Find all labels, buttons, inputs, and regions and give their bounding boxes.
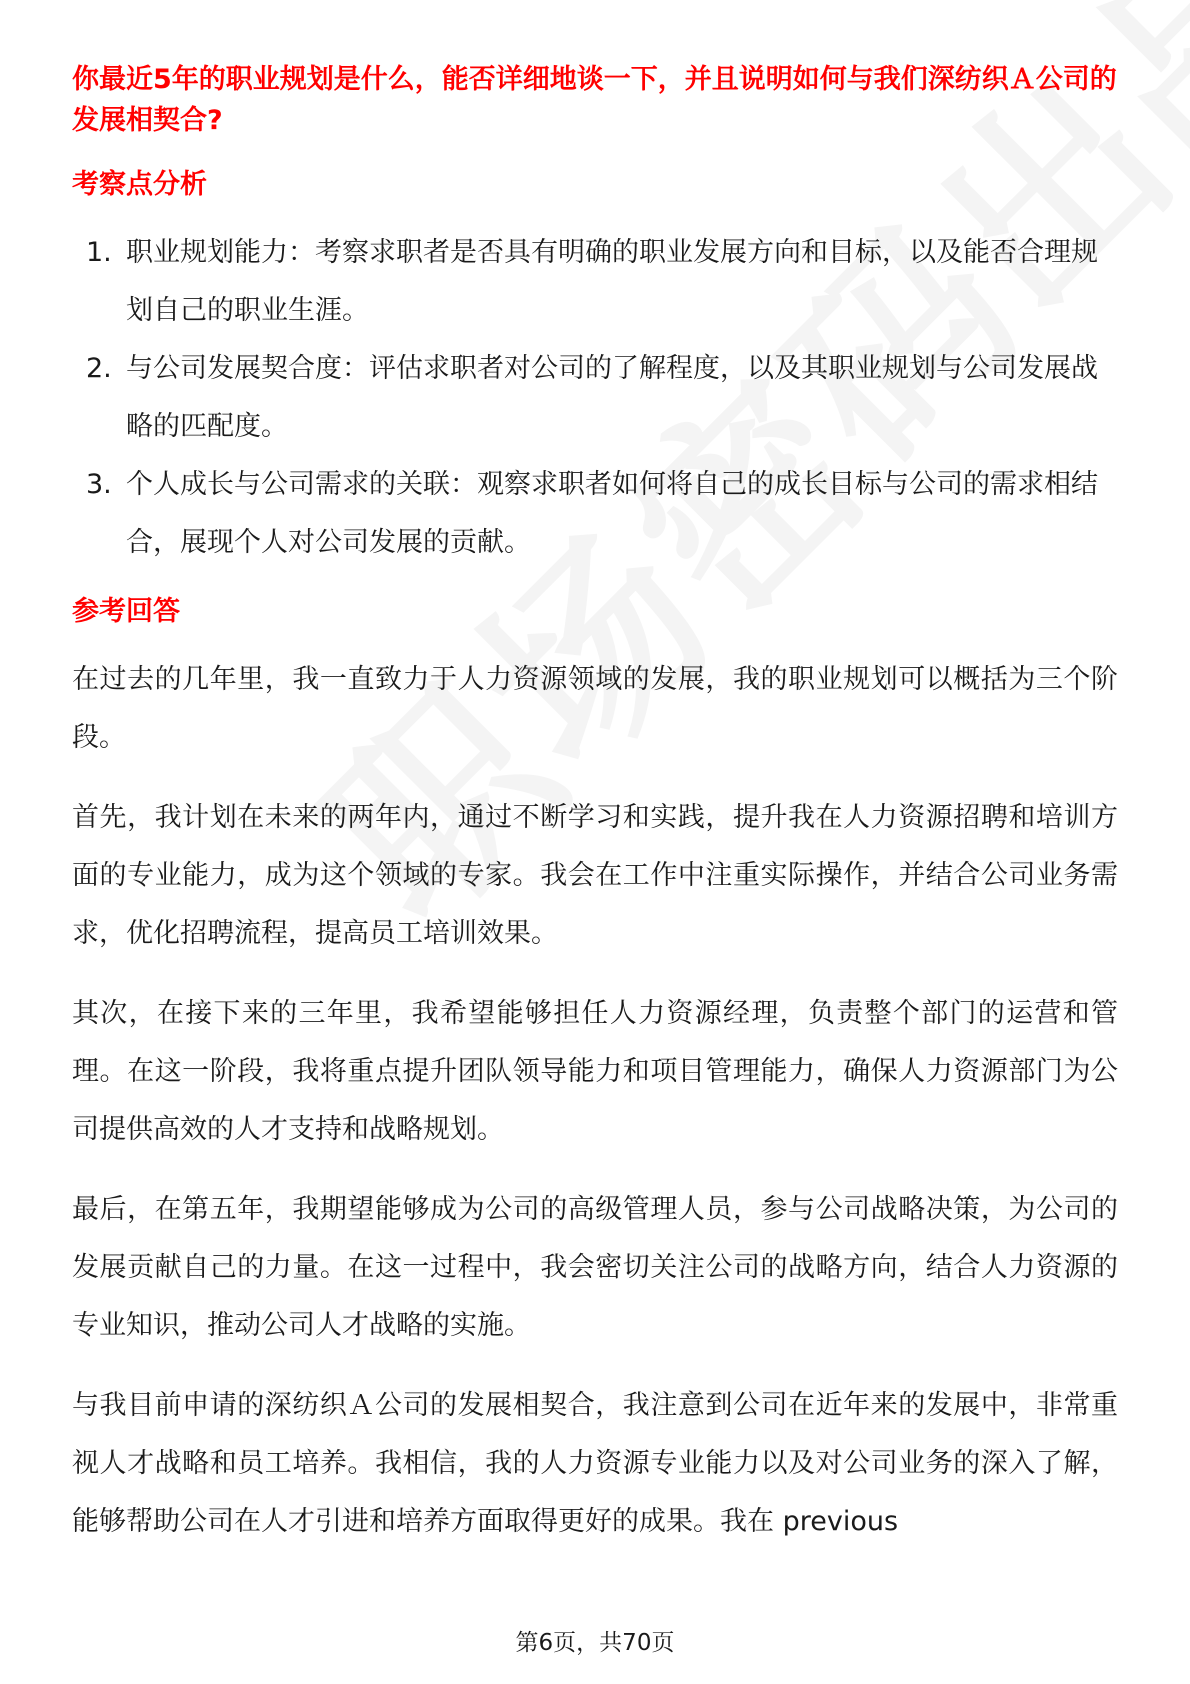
analysis-item <box>72 340 1118 456</box>
answer-paragraph: 在过去的几年里，我一直致力于人力资源领域的发展，我的职业规划可以概括为三个阶段。 <box>72 664 1118 754</box>
answer-heading: 参考回答 <box>72 596 180 628</box>
analysis-item <box>72 224 1118 340</box>
answer-paragraph: 与我目前申请的深纺织Ａ公司的发展相契合，我注意到公司在近年来的发展中，非常重视人才战略和员工培养。我相信，我的人力资源专业能力以及对公司业务的深入了解，能够帮助公司在人才引进和培养方面取得更好的成果。我在 previous <box>72 1390 1118 1538</box>
analysis-item-text: 与公司发展契合度：评估求职者对公司的了解程度，以及其职业规划与公司发展战略的匹配度。 <box>126 353 1098 443</box>
list-number: 1. <box>86 237 112 269</box>
question-title: 你最近5年的职业规划是什么，能否详细地谈一下，并且说明如何与我们深纺织Ａ公司的发展相契合? <box>72 64 1117 136</box>
page-number-footer: 第6页，共70页 <box>515 1630 675 1656</box>
analysis-list <box>72 224 1118 572</box>
list-number: 2. <box>86 353 112 385</box>
answer-paragraph: 其次，在接下来的三年里，我希望能够担任人力资源经理，负责整个部门的运营和管理。在这一阶段，我将重点提升团队领导能力和项目管理能力，确保人力资源部门为公司提供高效的人才支持和战略规划。 <box>72 998 1118 1146</box>
answer-paragraph: 首先，我计划在未来的两年内，通过不断学习和实践，提升我在人力资源招聘和培训方面的专业能力，成为这个领域的专家。我会在工作中注重实际操作，并结合公司业务需求，优化招聘流程，提高员工培训效果。 <box>72 802 1118 950</box>
answer-paragraph: 最后，在第五年，我期望能够成为公司的高级管理人员，参与公司战略决策，为公司的发展贡献自己的力量。在这一过程中，我会密切关注公司的战略方向，结合人力资源的专业知识，推动公司人才战略的实施。 <box>72 1194 1118 1342</box>
analysis-item <box>72 456 1118 572</box>
list-number: 3. <box>86 469 112 501</box>
analysis-heading: 考察点分析 <box>72 169 207 200</box>
analysis-item-text: 个人成长与公司需求的关联：观察求职者如何将自己的成长目标与公司的需求相结合，展现个人对公司发展的贡献。 <box>126 469 1098 559</box>
page-content <box>72 60 1118 1551</box>
analysis-item-text: 职业规划能力：考察求职者是否具有明确的职业发展方向和目标，以及能否合理规划自己的职业生涯。 <box>126 237 1098 327</box>
